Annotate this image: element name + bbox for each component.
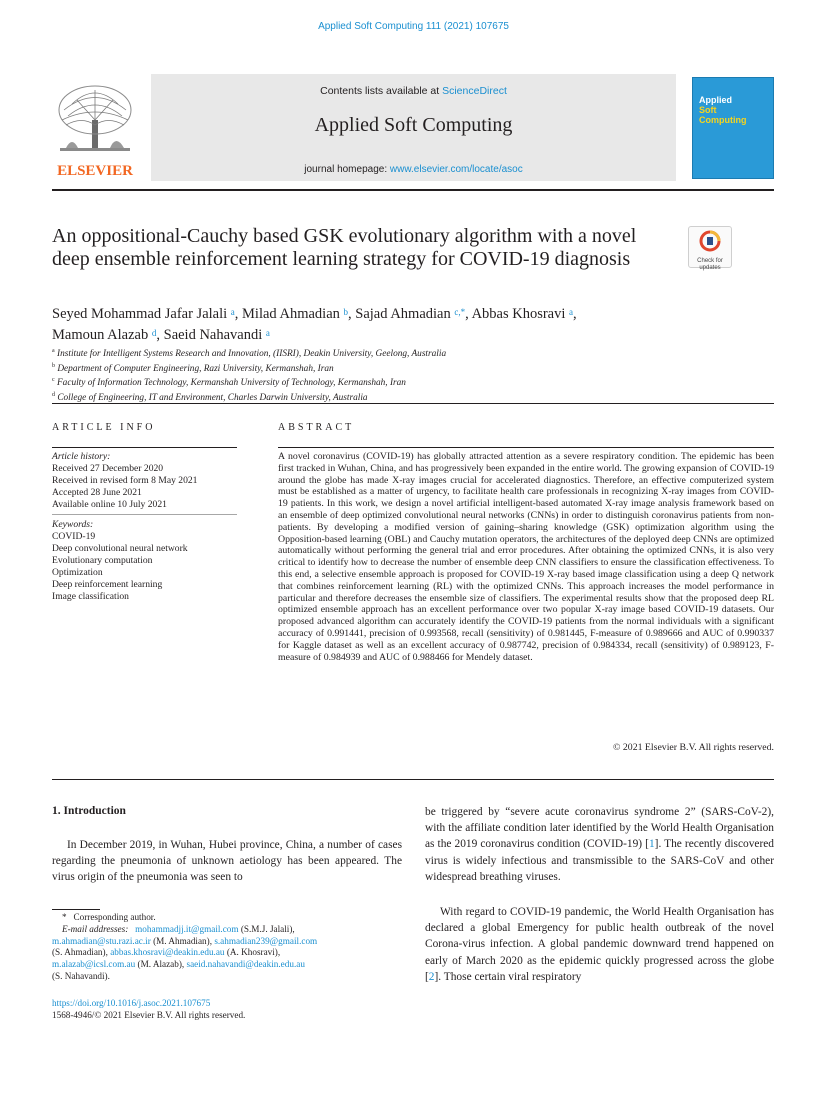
email-link[interactable]: mohammadjj.it@gmail.com — [135, 923, 239, 934]
affiliation-text: Institute for Intelligent Systems Research and Innovation, (IISRI), Deakin University, Geelong, Australia — [57, 349, 447, 360]
author-affiliation-mark[interactable]: a — [265, 328, 270, 338]
author-separator: , — [348, 306, 356, 322]
footnote-star: * — [62, 912, 67, 922]
keyword-item: Deep reinforcement learning — [52, 579, 163, 590]
author-affiliation-mark[interactable]: b — [343, 307, 349, 317]
journal-reference-link[interactable]: Applied Soft Computing 111 (2021) 107675 — [318, 21, 509, 32]
history-item: Received 27 December 2020 — [52, 463, 164, 474]
issn-copyright: 1568-4946/© 2021 Elsevier B.V. All rights reserved. — [52, 1010, 246, 1020]
email-link[interactable]: m.alazab@icsl.com.au — [52, 959, 136, 970]
history-item: Received in revised form 8 May 2021 — [52, 475, 198, 486]
article-history-label: Article history: — [52, 451, 111, 462]
affiliation-item — [52, 375, 772, 390]
keyword-item: Image classification — [52, 591, 129, 602]
doi-link[interactable]: https://doi.org/10.1016/j.asoc.2021.107675 — [52, 998, 211, 1008]
author-affiliation-mark[interactable]: a — [230, 307, 235, 317]
check-for-updates-badge[interactable] — [688, 226, 732, 271]
author-name[interactable]: Abbas Khosravi — [471, 306, 566, 322]
author-name[interactable]: Milad Ahmadian — [242, 306, 340, 322]
keywords-label: Keywords: — [52, 519, 94, 530]
article-info-divider — [52, 447, 237, 448]
affiliation-mark: b — [52, 362, 55, 369]
homepage-line — [151, 164, 676, 175]
check-updates-label: Check for updates — [697, 258, 723, 271]
keywords — [52, 519, 237, 603]
corresponding-author-label: Corresponding author. — [73, 912, 156, 922]
sciencedirect-link[interactable]: ScienceDirect — [442, 85, 507, 97]
email-line — [52, 936, 402, 948]
author-affiliation-mark[interactable]: c,* — [454, 307, 466, 317]
keyword-item: Evolutionary computation — [52, 555, 153, 566]
email-addresses — [52, 924, 402, 936]
keyword-item: Optimization — [52, 567, 103, 578]
email-link[interactable]: s.ahmadian239@gmail.com — [214, 935, 318, 946]
cover-title-line: Applied — [699, 95, 732, 105]
author-separator: , — [573, 306, 577, 322]
abstract-copyright: © 2021 Elsevier B.V. All rights reserved. — [613, 742, 774, 753]
intro-paragraph-right-1 — [425, 804, 774, 885]
author-name[interactable]: Saeid Nahavandi — [163, 327, 263, 343]
email-line — [52, 959, 402, 971]
article-info-heading: ARTICLE INFO — [52, 422, 156, 433]
front-matter-divider — [52, 403, 774, 404]
author-name[interactable]: Seyed Mohammad Jafar Jalali — [52, 306, 228, 322]
cover-title-line: Soft — [699, 105, 717, 115]
history-item: Accepted 28 June 2021 — [52, 487, 142, 498]
citation-link[interactable]: 2 — [428, 970, 435, 983]
author-separator: , — [465, 306, 472, 322]
header-divider — [52, 189, 774, 191]
keyword-item: Deep convolutional neural network — [52, 543, 188, 554]
abstract-heading: ABSTRACT — [278, 422, 355, 433]
elsevier-wordmark: ELSEVIER — [57, 163, 133, 179]
affiliation-item — [52, 361, 772, 376]
author-separator: , — [156, 327, 164, 343]
paragraph-text: ]. The recently discovered virus is widely infectious and transmissible to the SARS-CoV and other widespread breathing viruses. — [425, 838, 774, 883]
abstract-text: A novel coronavirus (COVID-19) has globally attracted attention as a severe respiratory condition. The epidemic has been first tracked in Wuhan, China, and has progressively been expanded in the entire world. The growing expansion of COVID-19 around the globe has made X-ray images crucial for accelerated diagnostics. Therefore, an effective computerized system must be established as a matter of urgency, to facilitate health care professionals in recognizing X-ray images from COVID-19 patients. In this work, we design a novel artificial intelligent-based automated X-ray image analysis framework based on an ensemble of deep optimized convolutional neural networks (CNNs) in order to distinguish coronavirus patients from non-patients. By developing a modified version of gaining–sharing knowledge (GSK) optimization algorithm using the Opposition-based learning (OBL) and Cauchy mutation operators, the architectures of the deployed deep CNNs are optimized automatically without performing the general trial and error procedures. After obtaining the optimized CNNs, it is also very critical to identify how to decrease the number of ensemble deep CNN classifiers to ensure the classification effectiveness. To this end, a selective ensemble approach is proposed for COVID-19 X-ray based image classification using a deep Q network that combines reinforcement learning (RL) with the optimized CNNs. This approach increases the model performance in particular and therefore decreases the ensemble size of classifiers. The experimental results show that the proposed deep RL optimized ensemble approach has an excellent performance over two popular X-ray image based COVID-19 datasets. Our proposed advanced algorithm can accurately identify the COVID-19 patients from the normal individuals with a significant accuracy of 0.991441, precision of 0.993568, recall (sensitivity) of 0.981445, F-measure of 0.989666 and AUC of 0.990337 for Kaggle dataset as well as an excellent accuracy of 0.987742, precision of 0.984334, recall (sensitivity) of 0.989123, F-measure of 0.984939 and AUC of 0.988466 for Mendely dataset. — [278, 451, 774, 663]
citation-link[interactable]: 1 — [648, 838, 655, 851]
paragraph-text: With regard to COVID-19 pandemic, the World Health Organisation has declared a global Emergency for public health outbreak of the novel Corona-virus infection. A global pandemic downward trend happened on early of March 2020 as the epidemic quickly progressed across the globe [ — [425, 906, 774, 983]
homepage-prefix: journal homepage: — [304, 164, 390, 175]
author-name[interactable]: Sajad Ahmadian — [355, 306, 451, 322]
introduction-heading: 1. Introduction — [52, 805, 126, 817]
check-updates-icon — [699, 230, 721, 252]
article-history — [52, 451, 237, 511]
email-owner: (S. Nahavandi). — [52, 970, 110, 981]
author-affiliation-mark[interactable]: a — [569, 307, 574, 317]
keywords-divider — [52, 514, 237, 515]
doi-block — [52, 997, 452, 1021]
author-name[interactable]: Mamoun Alazab — [52, 327, 149, 343]
email-owner: (M. Alazab), — [135, 959, 187, 970]
author-separator: , — [234, 306, 243, 322]
author-list — [52, 304, 772, 346]
email-owner: (S.M.J. Jalali), — [238, 923, 295, 934]
affiliation-list — [52, 346, 772, 405]
affiliation-mark: d — [52, 392, 55, 399]
email-line — [52, 971, 402, 983]
email-line — [52, 947, 402, 959]
elsevier-logo — [52, 80, 138, 180]
email-link[interactable]: saeid.nahavandi@deakin.edu.au — [186, 959, 305, 970]
keyword-item: COVID-19 — [52, 531, 96, 542]
cover-title — [699, 95, 747, 125]
paragraph-text: be triggered by “severe acute coronavirus syndrome 2” (SARS-CoV-2), with the affiliate condition later identified by the World Health Organisation as the 2019 coronavirus condition (COVID-19) [ — [425, 806, 774, 851]
footnotes — [52, 912, 402, 983]
affiliation-item — [52, 346, 772, 361]
affiliation-mark: a — [52, 348, 55, 354]
journal-title: Applied Soft Computing — [314, 114, 513, 136]
email-owner: (M. Ahmadian), — [150, 935, 215, 946]
corresponding-author-note — [52, 912, 402, 924]
abstract-divider — [278, 447, 774, 448]
affiliation-text: Department of Computer Engineering, Razi University, Kermanshah, Iran — [57, 363, 334, 374]
contents-prefix: Contents lists available at — [320, 85, 443, 97]
contents-line — [151, 85, 676, 97]
abstract-end-divider — [52, 779, 774, 780]
affiliation-text: Faculty of Information Technology, Kermanshah University of Technology, Kermanshah, Iran — [57, 378, 406, 389]
paper-title: An oppositional-Cauchy based GSK evolutionary algorithm with a novel deep ensemble reinforcement learning strategy for COVID-19 diagnosis — [52, 225, 637, 270]
email-link[interactable]: abbas.khosravi@deakin.edu.au — [110, 947, 225, 958]
email-label: E-mail addresses: — [62, 923, 129, 934]
cover-title-line: Computing — [699, 115, 747, 125]
footnote-divider — [52, 909, 100, 910]
paragraph-text: ]. Those certain viral respiratory — [434, 970, 582, 983]
journal-homepage-link[interactable]: www.elsevier.com/locate/asoc — [389, 164, 523, 175]
affiliation-mark: c — [52, 377, 55, 384]
author-affiliation-mark[interactable]: d — [151, 328, 157, 338]
intro-paragraph-left: In December 2019, in Wuhan, Hubei province, China, a number of cases regarding the pneumonia of unknown aetiology has been appeared. The virus origin of the pneumonia was seen to — [52, 839, 402, 884]
affiliation-text: College of Engineering, IT and Environment, Charles Darwin University, Australia — [57, 393, 368, 404]
email-link[interactable]: m.ahmadian@stu.razi.ac.ir — [52, 935, 151, 946]
email-owner: (A. Khosravi), — [224, 947, 281, 958]
journal-cover-image[interactable] — [692, 77, 774, 179]
history-item: Available online 10 July 2021 — [52, 499, 167, 510]
email-owner: (S. Ahmadian), — [52, 947, 111, 958]
intro-paragraph-right-2 — [425, 904, 774, 985]
